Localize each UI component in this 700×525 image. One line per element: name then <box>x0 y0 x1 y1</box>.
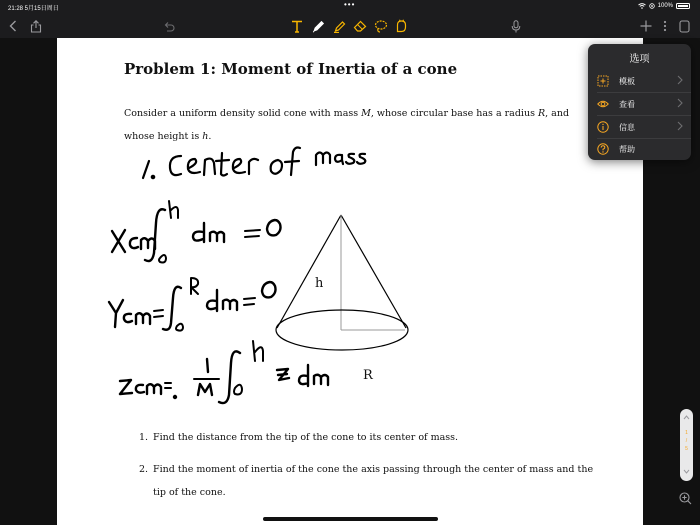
chevron-right-icon <box>677 75 683 85</box>
pager-separator: / <box>685 438 688 444</box>
status-time-date: 21:28 5月15日周日 <box>8 6 59 12</box>
back-button[interactable] <box>6 17 20 35</box>
microphone-button[interactable] <box>508 17 524 35</box>
info-icon <box>597 121 609 133</box>
undo-button[interactable] <box>161 17 177 35</box>
sticker-tool[interactable] <box>393 17 409 35</box>
pages-icon <box>679 20 690 33</box>
document-page[interactable] <box>57 38 643 525</box>
menu-item-label: 模板 <box>619 77 635 86</box>
undo-icon <box>163 21 175 32</box>
lasso-icon <box>374 20 388 33</box>
handwriting-heading <box>143 148 365 179</box>
menu-item-label: 信息 <box>619 123 635 132</box>
text-tool[interactable] <box>289 17 305 35</box>
microphone-icon <box>511 20 521 33</box>
status-right <box>638 3 690 9</box>
lasso-tool[interactable] <box>373 17 389 35</box>
list-item: 2. Find the moment of inertia of the cone the axis passing through the center of mass and the tip of the cone. <box>139 464 594 498</box>
menu-item-info[interactable] <box>588 116 691 138</box>
multitask-dots[interactable]: ••• <box>344 0 356 9</box>
handwriting-eq-y <box>109 278 276 331</box>
menu-item-label: 查看 <box>619 100 635 109</box>
add-button[interactable] <box>638 17 654 35</box>
problem-statement: Consider a uniform density solid cone with mass M, whose circular base has a radius R, and whose height is h. <box>124 108 570 142</box>
page-title: Problem 1: Moment of Inertia of a cone <box>124 60 458 78</box>
menu-item-view[interactable] <box>588 93 691 115</box>
more-button[interactable] <box>660 17 670 35</box>
chevron-left-icon <box>9 20 17 32</box>
template-icon <box>597 75 609 87</box>
pen-tool[interactable] <box>310 17 326 35</box>
chevron-right-icon <box>677 98 683 108</box>
zoom-button[interactable] <box>679 492 692 510</box>
toolbar <box>0 14 700 38</box>
wifi-icon <box>638 3 646 9</box>
location-icon <box>649 3 655 9</box>
list-item: 1. Find the distance from the tip of the cone to its center of mass. <box>139 432 459 443</box>
eye-icon <box>597 98 609 110</box>
share-button[interactable] <box>28 17 44 35</box>
more-vertical-icon <box>663 20 667 32</box>
chevron-right-icon <box>677 121 683 131</box>
pen-icon <box>312 20 325 33</box>
chevron-down-icon <box>683 469 690 474</box>
cone-height-label: h <box>315 276 324 291</box>
menu-item-help[interactable] <box>588 138 691 160</box>
options-menu <box>588 44 691 160</box>
battery-icon <box>676 3 690 9</box>
eraser-tool[interactable] <box>352 17 368 35</box>
pager-current: 1 <box>685 430 688 436</box>
cone-diagram <box>276 215 408 350</box>
pager-total: 5 <box>685 446 688 452</box>
highlighter-tool[interactable] <box>331 17 347 35</box>
plus-icon <box>640 20 652 32</box>
highlighter-icon <box>333 20 346 33</box>
eraser-icon <box>353 20 367 32</box>
question-list <box>139 426 599 513</box>
share-icon <box>30 20 42 33</box>
battery-percent: 100% <box>657 3 673 9</box>
menu-title: 选项 <box>629 54 650 65</box>
sticker-icon <box>395 19 408 33</box>
cone-radius-label: R <box>363 368 373 383</box>
status-bar <box>0 0 700 14</box>
pages-button[interactable] <box>676 17 692 35</box>
chevron-up-icon <box>683 415 690 420</box>
handwriting-eq-x <box>112 201 281 263</box>
menu-item-label: 帮助 <box>619 145 635 154</box>
help-icon <box>597 143 609 155</box>
left-margin <box>0 38 57 525</box>
home-indicator[interactable] <box>263 517 438 521</box>
handwriting-eq-z <box>120 341 328 403</box>
text-tool-icon <box>291 20 303 33</box>
menu-item-template[interactable] <box>588 70 691 92</box>
zoom-in-icon <box>679 492 692 505</box>
page-scroller[interactable] <box>680 409 693 481</box>
